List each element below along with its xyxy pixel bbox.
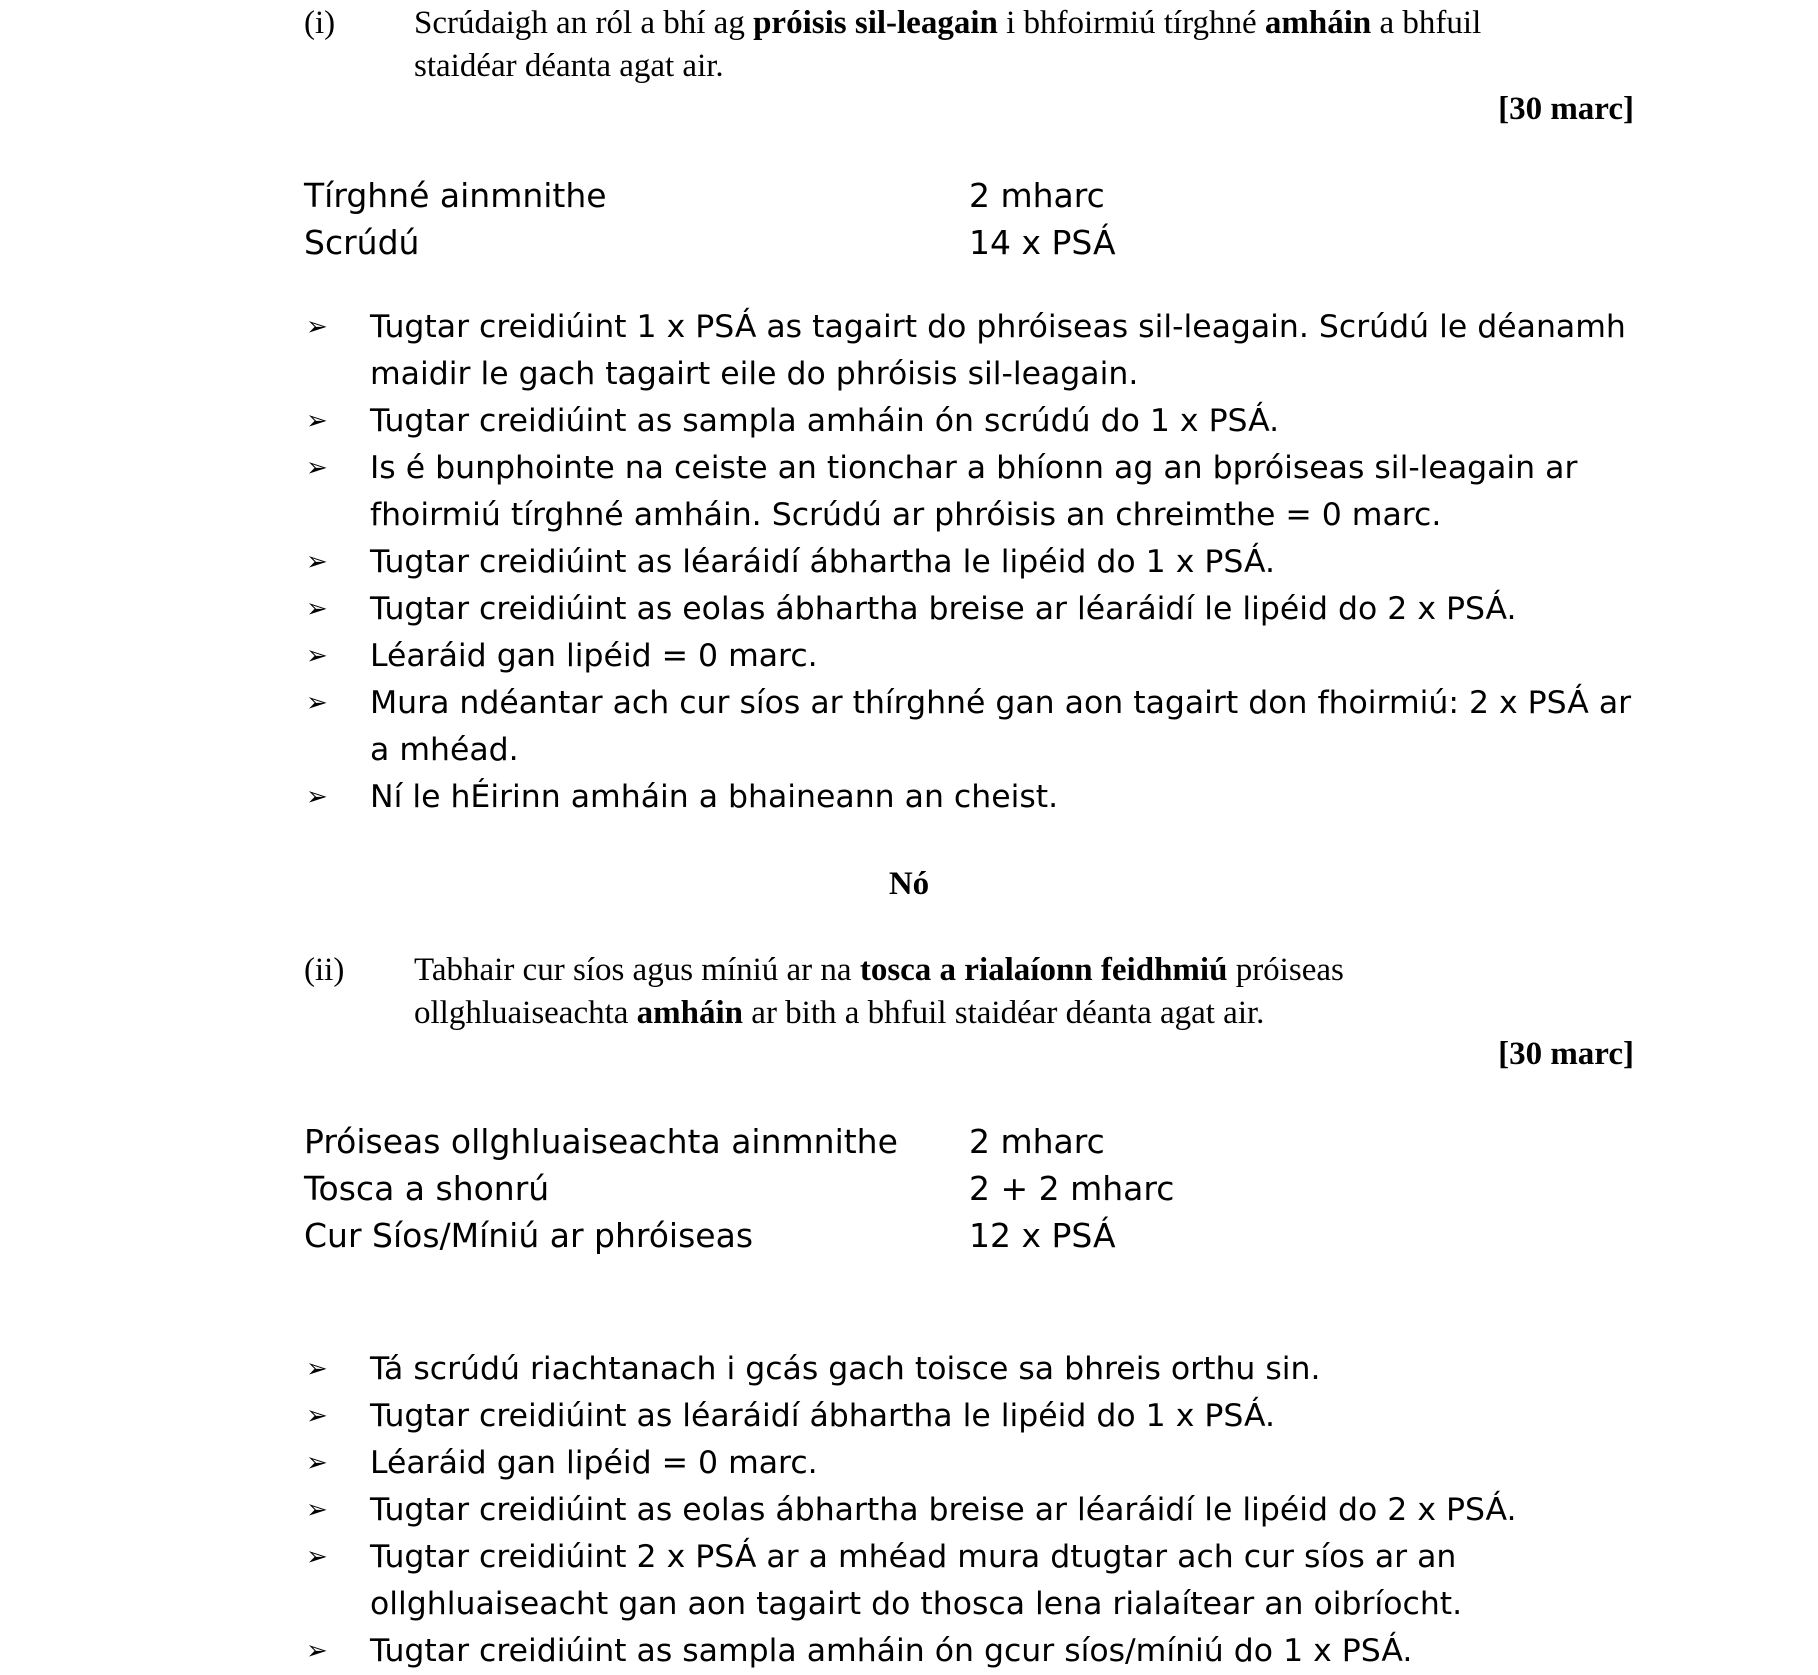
question-ii	[304, 949, 1634, 1035]
marking-notes-i	[304, 304, 1644, 821]
list-item: ➢ Tugtar creidiúint as sampla amháin ón gcur síos/míniú do 1 x PSÁ.	[304, 1628, 1644, 1675]
arrow-bullet-icon: ➢	[306, 453, 328, 483]
question-number: (i)	[304, 5, 336, 41]
arrow-bullet-icon: ➢	[306, 547, 328, 577]
arrow-bullet-icon: ➢	[306, 406, 328, 436]
question-text	[414, 2, 1634, 88]
question-number: (ii)	[304, 952, 345, 988]
list-item: ➢ Léaráid gan lipéid = 0 marc.	[304, 633, 1644, 680]
marking-notes-ii	[304, 1346, 1644, 1675]
question-i	[304, 2, 1634, 88]
arrow-bullet-icon: ➢	[306, 1448, 328, 1478]
question-line: Tabhair cur síos agus míniú ar na tosca a rialaíonn feidhmiú próiseas	[414, 952, 1344, 988]
list-item: ➢ Tugtar creidiúint as léaráidí ábhartha le lipéid do 1 x PSÁ.	[304, 1393, 1644, 1440]
list-item: ➢ Tugtar creidiúint 1 x PSÁ as tagairt do phróiseas sil-leagain. Scrúdú le déanamh maidir le gach tagairt eile do phróisis sil-leagain.	[304, 304, 1644, 398]
arrow-bullet-icon: ➢	[306, 782, 328, 812]
list-item: ➢ Ní le hÉirinn amháin a bhaineann an cheist.	[304, 774, 1644, 821]
list-item: ➢ Tugtar creidiúint as eolas ábhartha breise ar léaráidí le lipéid do 2 x PSÁ.	[304, 586, 1644, 633]
list-item: ➢ Is é bunphointe na ceiste an tionchar a bhíonn ag an bpróiseas sil-leagain ar fhoirmiú tírghné amháin. Scrúdú ar phróisis an chreimthe = 0 marc.	[304, 445, 1644, 539]
marks-total: [30 marc]	[1498, 1036, 1634, 1072]
arrow-bullet-icon: ➢	[306, 312, 328, 342]
arrow-bullet-icon: ➢	[306, 594, 328, 624]
arrow-bullet-icon: ➢	[306, 1542, 328, 1572]
list-item: ➢ Mura ndéantar ach cur síos ar thírghné gan aon tagairt don fhoirmiú: 2 x PSÁ ar a mhéad.	[304, 680, 1644, 774]
arrow-bullet-icon: ➢	[306, 1401, 328, 1431]
list-item: ➢ Tugtar creidiúint as sampla amháin ón scrúdú do 1 x PSÁ.	[304, 398, 1644, 445]
list-item: ➢ Tugtar creidiúint as léaráidí ábhartha le lipéid do 1 x PSÁ.	[304, 539, 1644, 586]
question-text	[414, 949, 1634, 1035]
arrow-bullet-icon: ➢	[306, 1495, 328, 1525]
arrow-bullet-icon: ➢	[306, 688, 328, 718]
list-item: ➢ Tugtar creidiúint 2 x PSÁ ar a mhéad mura dtugtar ach cur síos ar an ollghluaiseacht gan aon tagairt do thosca lena rialaítear an oibríocht.	[304, 1534, 1644, 1628]
question-line: ollghluaiseachta amháin ar bith a bhfuil staidéar déanta agat air.	[414, 995, 1265, 1031]
arrow-bullet-icon: ➢	[306, 1354, 328, 1384]
list-item: ➢ Tugtar creidiúint as eolas ábhartha breise ar léaráidí le lipéid do 2 x PSÁ.	[304, 1487, 1644, 1534]
or-divider: Nó	[888, 866, 930, 902]
arrow-bullet-icon: ➢	[306, 1636, 328, 1666]
question-line: staidéar déanta agat air.	[414, 48, 724, 84]
list-item: ➢ Léaráid gan lipéid = 0 marc.	[304, 1440, 1644, 1487]
arrow-bullet-icon: ➢	[306, 641, 328, 671]
marks-total: [30 marc]	[1498, 91, 1634, 127]
question-line: Scrúdaigh an ról a bhí ag próisis sil-leagain i bhfoirmiú tírghné amháin a bhfuil	[414, 5, 1482, 41]
list-item: ➢ Tá scrúdú riachtanach i gcás gach toisce sa bhreis orthu sin.	[304, 1346, 1644, 1393]
